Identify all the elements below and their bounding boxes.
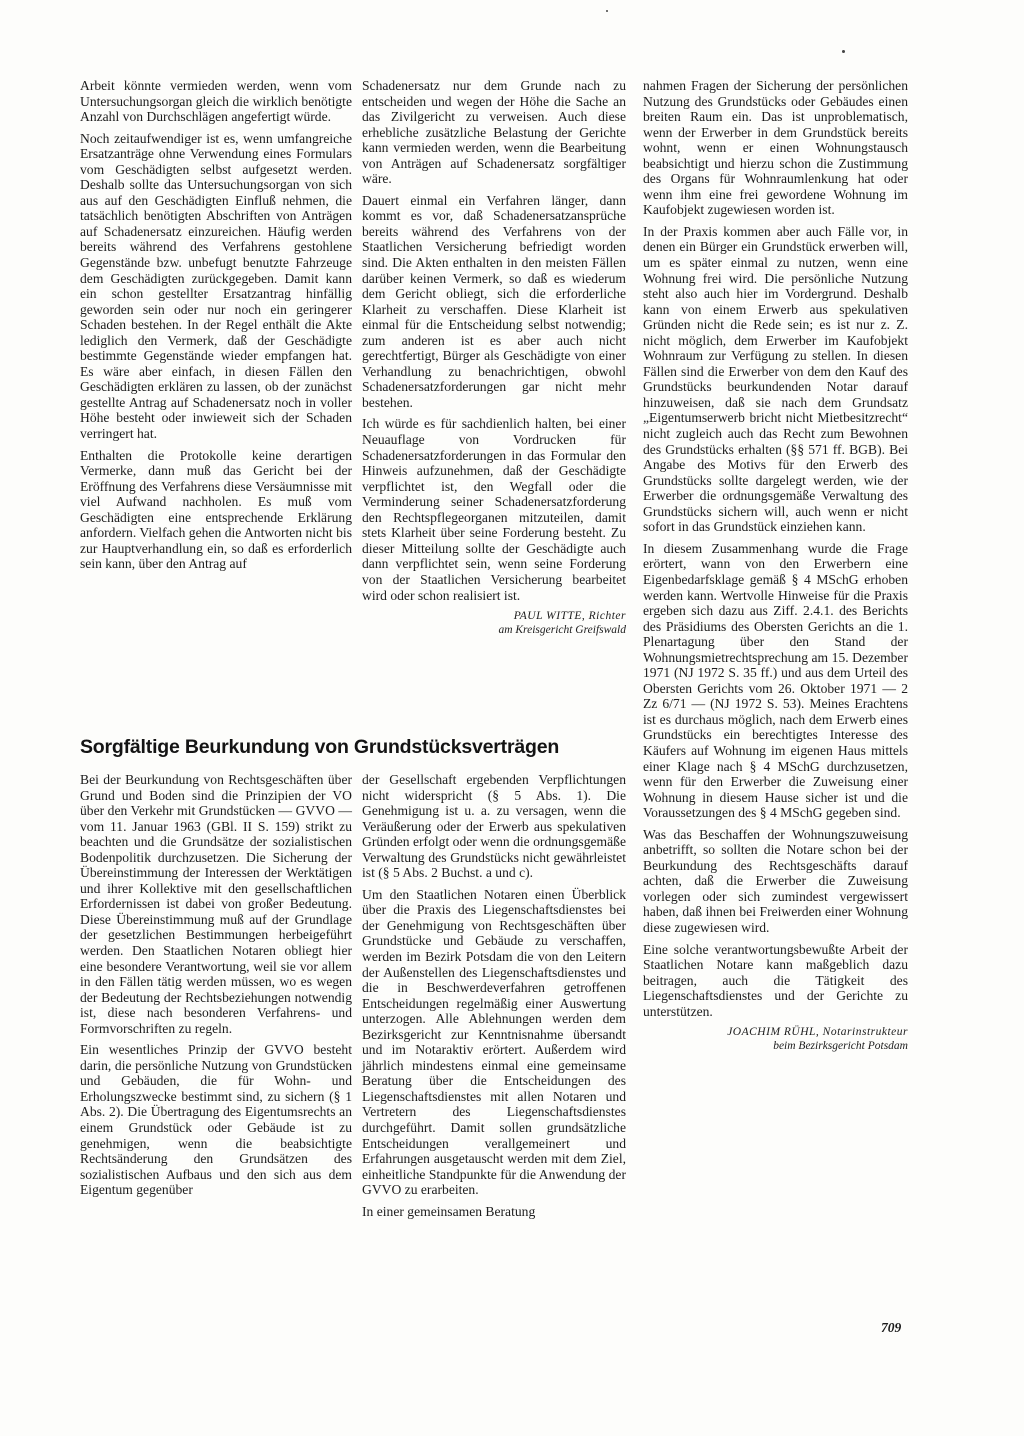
article-headline: Sorgfältige Beurkundung von Grundstücksverträgen (80, 736, 560, 758)
paragraph: Eine solche verantwortungsbewußte Arbeit der Staatlichen Notare kann maßgeblich dazu beitragen, auch die Tätigkeit des Liegenschaftsdienstes und der Gerichte zu unterstützen. (643, 941, 908, 1019)
paragraph: Noch zeitaufwendiger ist es, wenn umfangreiche Ersatzanträge ohne Verwendung eines Formulars vom Geschädigten selbst aufgesetzt werden. Deshalb sollte das Untersuchungsorgan von sich aus auf den Geschädigten Einfluß nehmen, die tatsächlich benötigten Abschriften von Anträgen auf Schadenersatz einzureichen. Häufig werden bereits während des Verfahrens gestohlene Gegenstände bzw. unbefugt benutzte Fahrzeuge dem Geschädigten zurückgegeben. Damit kann ein schon gestellter Ersatzantrag hinfällig geworden sein oder nur noch ein geringerer Schaden bestehen. In der Regel enthält die Akte lediglich den Vermerk, daß der Geschädigte bestimmte Gegenstände wieder empfangen hat. Es wäre aber einfach, in diesen Fällen den Geschädigten erklären zu lassen, ob der zunächst gestellte Antrag auf Schadenersatz noch in voller Höhe besteht oder inwieweit sich der Schaden verringert hat. (80, 130, 352, 442)
top-column-3 (643, 78, 908, 1053)
top-column-1 (80, 78, 352, 572)
author-signature (362, 609, 626, 637)
author-name: PAUL WITTE, Richter (513, 610, 626, 623)
article-column-2 (362, 772, 626, 1219)
author-name: JOACHIM RÜHL, Notarinstrukteur (727, 1026, 908, 1039)
paragraph: Ein wesentliches Prinzip der GVVO besteht darin, die persönliche Nutzung von Grundstücken und Gebäuden, die für Wohn- und Erholungszwecke bestimmt sind, zu sichern (§ 1 Abs. 2). Die Übertragung des Eigentumsrechts an einem Grundstück oder Gebäude ist zu genehmigen, wenn die beabsichtigte Rechtsänderung den Grundsätzen des sozialistischen Aufbaus und den sich aus dem Eigentum gegenüber (80, 1042, 352, 1198)
paragraph: Arbeit könnte vermieden werden, wenn vom Untersuchungsorgan gleich die wirklich benötigte Anzahl von Durchschlägen angefertigt würde. (80, 78, 352, 125)
page-number: 709 (881, 1320, 902, 1335)
paragraph: der Gesellschaft ergebenden Verpflichtungen nicht widerspricht (§ 5 Abs. 1). Die Genehmigung ist u. a. zu versagen, wenn die Veräußerung oder der Erwerb aus spekulativen Gründen erfolgt oder wenn die ordnungsgemäße Verwaltung des Grundstücks nicht gewährleistet ist (§ 5 Abs. 2 Buchst. a und c). (362, 772, 626, 881)
paragraph: In der Praxis kommen aber auch Fälle vor, in denen ein Bürger ein Grundstück erwerben will, um es später einmal zu nutzen, wenn eine Wohnung frei wird. Die persönliche Nutzung steht also auch hier im Vordergrund. Deshalb kann von einem Erwerb aus spekulativen Gründen nicht die Rede sein; es ist nur z. Z. nicht möglich, dem Erwerber im Kaufobjekt Wohnraum zur Verfügung zu stellen. In diesen Fällen sind die Erwerber von dem den Kauf des Grundstücks beurkundenden Notar darauf hinzuweisen, daß sie nach dem Grundsatz „Eigentumserwerb bricht nicht Mietbesitzrecht“ nicht zugleich auch das Recht zum Bewohnen des Grundstücks erhalten (§§ 571 ff. BGB). Bei Angabe des Motivs für den Erwerb des Grundstücks sollte dargelegt werden, wie der Erwerber die ordnungsgemäße Verwaltung des Grundstücks sichern will, auch wenn er nicht sofort in das Grundstück einziehen kann. (643, 223, 908, 535)
paragraph: In einer gemeinsamen Beratung (362, 1203, 536, 1219)
scan-speck (606, 10, 608, 12)
paragraph: Was das Beschaffen der Wohnungszuweisung anbetrifft, so sollten die Notare schon bei der Beurkundung des Rechtsgeschäfts darauf achten, daß die Erwerber die Zuweisung vorlegen oder sich zumindest vergewissert haben, daß ihnen bei Freiwerden einer Wohnung diese zugewiesen wird. (643, 826, 908, 935)
paragraph: nahmen Fragen der Sicherung der persönlichen Nutzung des Grundstücks oder Gebäudes einen breiten Raum ein. Das ist unproblematisch, wenn der Erwerber in dem Grundstück bereits wohnt, wenn er einen Wohnungstausch beabsichtigt und hierzu schon die Zustimmung des Organs für Wohnraumlenkung hat oder wenn ihm eine frei gewordene Wohnung im Kaufobjekt zugewiesen worden ist. (643, 78, 908, 218)
author-signature (643, 1025, 908, 1053)
paragraph: Um den Staatlichen Notaren einen Überblick über die Praxis des Liegenschaftsdienstes bei der Genehmigung von Rechtsgeschäften über Grundstücke und Gebäude zu verschaffen, werden im Bezirk Potsdam die von den Leitern der Außenstellen des Liegenschaftsdienstes und die in Beschwerdeverfahren getroffenen Entscheidungen regelmäßig einer Auswertung unterzogen. Alle Ablehnungen werden dem Bezirksgericht zur Kenntnisnahme übersandt und im Notaraktiv erörtert. Außerdem wird jährlich mindestens einmal eine gemeinsame Beratung über die Entscheidungen des Liegenschaftsdienstes mit allen Notaren und Vertretern des Liegenschaftsdienstes durchgeführt. Damit sollen grundsätzliche Entscheidungen verallgemeinert und Erfahrungen ausgetauscht werden mit dem Ziel, einheitliche Standpunkte für die Anwendung der GVVO zu erarbeiten. (362, 886, 626, 1198)
paragraph: Enthalten die Protokolle keine derartigen Vermerke, dann muß das Gericht bei der Eröffnung des Verfahrens diese Versäumnisse mit viel Aufwand nachholen. Es muß vom Geschädigten eine entsprechende Erklärung anfordern. Vielfach gehen die Antworten nicht bis zur Hauptverhandlung ein, so daß es erforderlich sein kann, über den Antrag auf (80, 447, 352, 572)
article-column-1 (80, 772, 352, 1198)
scan-speck (842, 50, 845, 53)
paragraph: In diesem Zusammenhang wurde die Frage erörtert, wann von den Erwerbern eine Eigenbedarfsklage gemäß § 4 MSchG erhoben werden kann. Wertvolle Hinweise für die Praxis ergeben sich dazu aus Ziff. 2.4.1. des Berichts des Präsidiums des Obersten Gerichts an die 1. Plenartagung über den Stand der Wohnungsmietrechtsprechung am 15. Dezember 1971 (NJ 1972 S. 35 ff.) und aus dem Urteil des Obersten Gerichts vom 26. Oktober 1971 — 2 Zz 6/71 — (NJ 1972 S. 53). Meines Erachtens ist es durchaus möglich, nach dem Erwerb eines Grundstücks ein berechtigtes Interesse des Käufers auf Wohnung im eigenen Haus mittels einer Klage nach § 4 MSchG durchzusetzen, wenn für den Erwerber die Zuweisung einer Wohnung in diesem Hause sicher ist und die Voraussetzungen des § 4 MSchG gegeben sind. (643, 540, 908, 821)
top-column-2 (362, 78, 626, 637)
paragraph: Bei der Beurkundung von Rechtsgeschäften über Grund und Boden sind die Prinzipien der VO über den Verkehr mit Grundstücken — GVVO — vom 11. Januar 1963 (GBl. II S. 159) strikt zu beachten und die Grundsätze der sozialistischen Bodenpolitik durchzusetzen. Die Sicherung der Übereinstimmung der Interessen der Werktätigen und ihrer Kollektive mit den gesellschaftlichen Erfordernissen ist dabei von großer Bedeutung. Diese Übereinstimmung muß auf der Grundlage der gesetzlichen Bestimmungen herbeigeführt werden. Den Staatlichen Notaren obliegt hier eine besondere Verantwortung, weil sie vor allem in den Fällen tätig werden müssen, wo es wegen der Bedeutung der Rechtsbeziehungen notwendig ist, diese nach besonderen Verfahrens- und Formvorschriften zu regeln. (80, 772, 352, 1036)
paragraph: Ich würde es für sachdienlich halten, bei einer Neuauflage von Vordrucken für Schadenersatzforderungen in das Formular den Hinweis aufzunehmen, daß der Geschädigte verpflichtet ist, den Wegfall oder die Verminderung seiner Schadenersatzforderung den Rechtspflegeorganen mitzuteilen, damit stets Klarheit über seine Forderung besteht. Zu dieser Mitteilung sollte der Geschädigte auch dann verpflichtet sein, wenn seine Forderung von der Staatlichen Versicherung bearbeitet wird oder schon realisiert ist. (362, 416, 626, 603)
paragraph: Schadenersatz nur dem Grunde nach zu entscheiden und wegen der Höhe die Sache an das Zivilgericht zu verweisen. Auch diese erhebliche zusätzliche Belastung der Gerichte kann vermieden werden, wenn die Bearbeitung von Anträgen auf Schadenersatz sorgfältiger wäre. (362, 78, 626, 187)
author-role: beim Bezirksgericht Potsdam (773, 1040, 908, 1053)
paragraph: Dauert einmal ein Verfahren länger, dann kommt es vor, daß Schadenersatzansprüche bereits während des Verfahrens von der Staatlichen Versicherung befriedigt worden sind. Die Akten enthalten in den meisten Fällen darüber keinen Vermerk, so daß es wiederum dem Gericht obliegt, sich die erforderliche Klarheit zu verschaffen. Diese Klarheit ist einmal für die Entscheidung selbst notwendig; zum anderen ist es aber auch nicht gerechtfertigt, Bürger als Geschädigte von einer Verhandlung zu benachrichtigen, obwohl Schadenersatzforderungen gar nicht mehr bestehen. (362, 192, 626, 410)
author-role: am Kreisgericht Greifswald (498, 624, 626, 637)
